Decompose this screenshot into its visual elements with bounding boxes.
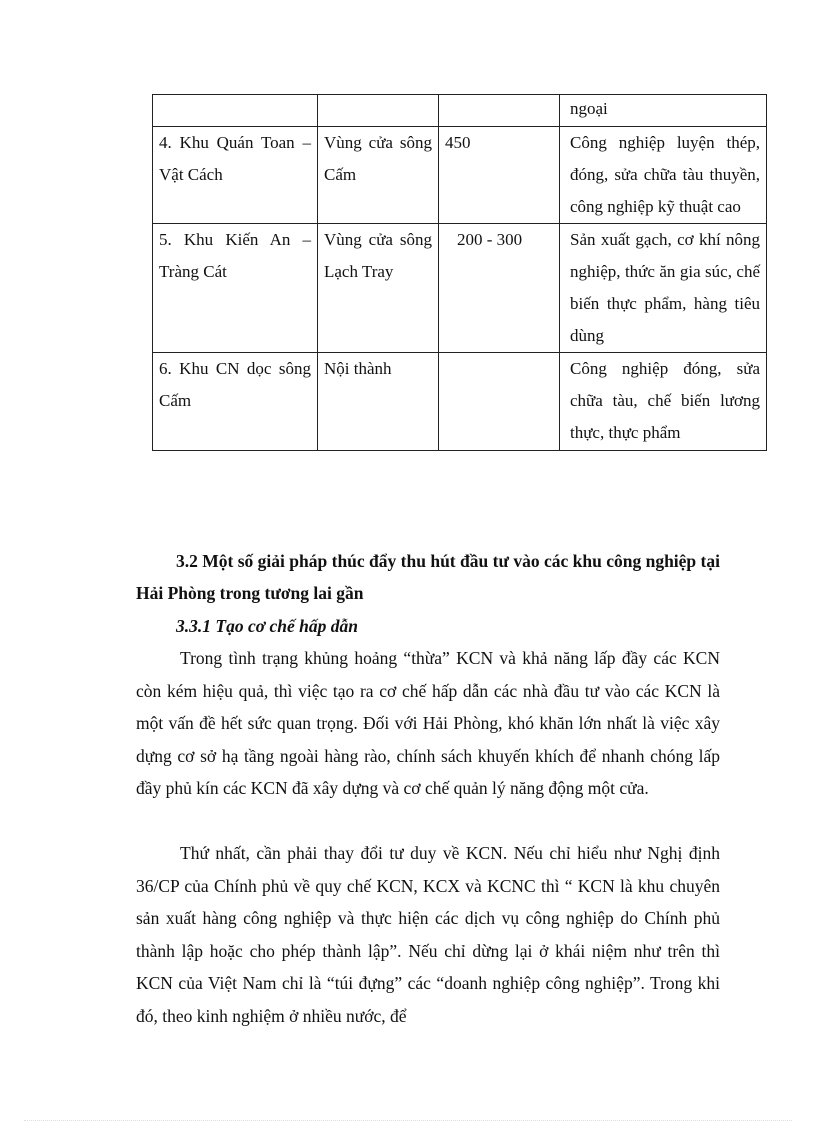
table-cell	[439, 95, 560, 127]
table-cell: 450	[439, 127, 560, 224]
table-cell: 4. Khu Quán Toan – Vật Cách	[153, 127, 318, 224]
table-row	[153, 95, 767, 127]
table-row	[153, 353, 767, 451]
table-cell: Sản xuất gạch, cơ khí nông nghiệp, thức ăn gia súc, chế biến thực phẩm, hàng tiêu dùng	[560, 224, 767, 353]
page-bottom-divider	[24, 1120, 792, 1121]
table-row	[153, 224, 767, 353]
table-row	[153, 127, 767, 224]
table-cell: 200 - 300	[439, 224, 560, 353]
table-cell: Công nghiệp luyện thép, đóng, sửa chữa tàu thuyền, công nghiệp kỹ thuật cao	[560, 127, 767, 224]
table-cell	[318, 95, 439, 127]
table-cell: ngoại	[560, 95, 767, 127]
subsection-heading: 3.3.1 Tạo cơ chế hấp dẫn	[176, 616, 358, 636]
table-cell: 5. Khu Kiến An – Tràng Cát	[153, 224, 318, 353]
table-cell	[439, 353, 560, 451]
table-cell: Vùng cửa sông Cấm	[318, 127, 439, 224]
paragraph: Thứ nhất, cần phải thay đổi tư duy về KCN. Nếu chỉ hiểu như Nghị định 36/CP của Chính phủ về quy chế KCN, KCX và KCNC thì “ KCN là khu chuyên sản xuất hàng công nghiệp và thực hiện các dịch vụ công nghiệp do Chính phủ thành lập hoặc cho phép thành lập”. Nếu chỉ dừng lại ở khái niệm như trên thì KCN của Việt Nam chỉ là “túi đựng” các “doanh nghiệp công nghiệp”. Trong khi đó, theo kinh nghiệm ở nhiều nước, để	[136, 843, 720, 1026]
table-cell: Nội thành	[318, 353, 439, 451]
paragraph: Trong tình trạng khủng hoảng “thừa” KCN và khả năng lấp đầy các KCN còn kém hiệu quả, thì việc tạo ra cơ chế hấp dẫn các nhà đầu tư vào các KCN là một vấn đề hết sức quan trọng. Đối với Hải Phòng, khó khăn lớn nhất là việc xây dựng cơ sở hạ tầng ngoài hàng rào, chính sách khuyến khích để nhanh chóng lấp đầy phủ kín các KCN đã xây dựng và cơ chế quản lý năng động một cửa.	[136, 648, 720, 798]
table-cell: Vùng cửa sông Lạch Tray	[318, 224, 439, 353]
table-cell	[153, 95, 318, 127]
industrial-zones-table	[152, 94, 767, 451]
section-heading: 3.2 Một số giải pháp thúc đẩy thu hút đầu tư vào các khu công nghiệp tại Hải Phòng trong tương lai gần	[136, 551, 720, 603]
table-cell: Công nghiệp đóng, sửa chữa tàu, chế biến lương thực, thực phẩm	[560, 353, 767, 451]
table-cell: 6. Khu CN dọc sông Cấm	[153, 353, 318, 451]
